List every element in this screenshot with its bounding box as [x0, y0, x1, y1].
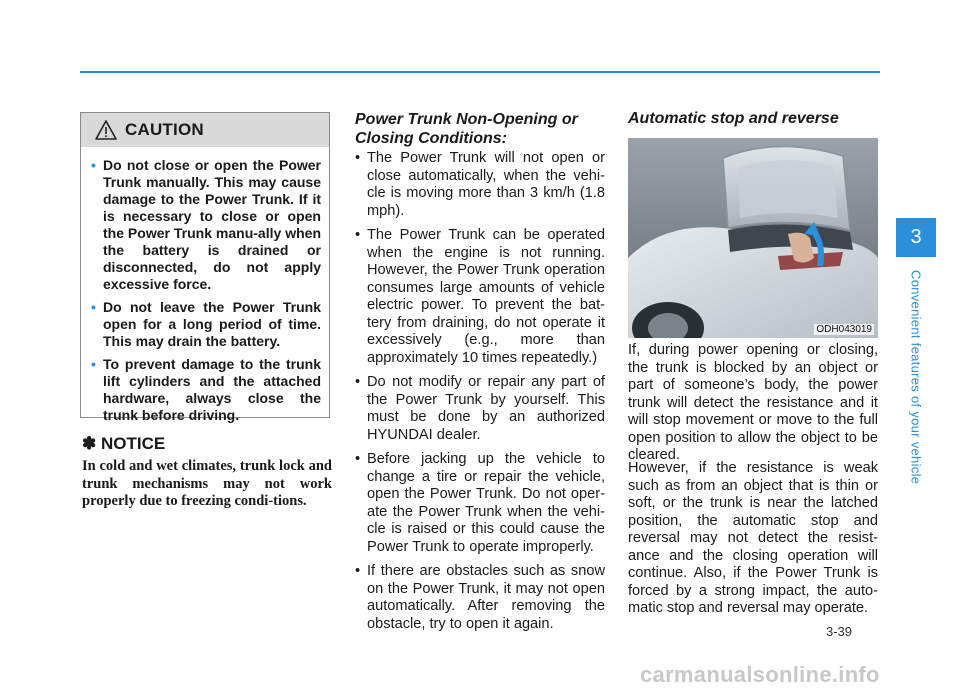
list-item: • If there are obstacles such as snow on the Power Trunk, it may not open automatically. After removing the obstacle, try to open it again.: [355, 563, 605, 632]
warning-triangle-icon: [95, 120, 117, 140]
notice-title: ✽ NOTICE: [82, 434, 166, 453]
chapter-tab: 3: [896, 218, 936, 257]
auto-stop-heading: Automatic stop and reverse: [628, 110, 839, 127]
page-number: 3-39: [826, 624, 853, 639]
list-item: • Before jacking up the vehicle to change a tire or repair the vehicle, open the Power Trunk. Do not oper-ate the Power Trunk when the vehi-cle is raised or this could cause the Power Trunk to operate improperly.: [355, 451, 605, 555]
bullet-icon: •: [355, 374, 361, 390]
non-opening-heading: Power Trunk Non-Opening or Closing Conditions:: [355, 111, 578, 147]
caution-title: CAUTION: [125, 120, 204, 139]
auto-stop-paragraph: If, during power opening or closing, the trunk is blocked by an object or part of someone’s body, the power trunk will detect the resistance and it will stop movement or move to the full open position to allow the object to be cleared.: [628, 342, 878, 463]
bullet-icon: •: [91, 356, 96, 372]
auto-stop-paragraph: However, if the resistance is weak such as from an object that is thin or soft, or the trunk is near the latched position, the automatic stop and reversal may not detect the resist-ance and the closing operation will continue. Also, if the Power Trunk is forced by a strong impact, the auto-matic stop and reversal may operate.: [628, 460, 878, 616]
list-item: • The Power Trunk can be operated when the engine is not running. However, the Power Trunk operation consumes large amounts of vehicle electric power. To prevent the bat-tery from draining, do not operate it excessively (e.g., more than approximately 10 times repeatedly.): [355, 227, 605, 366]
bullet-icon: •: [355, 563, 361, 579]
caution-box: [80, 112, 330, 423]
chapter-title: Convenient features of your vehicle: [908, 270, 924, 485]
header-rule: [80, 71, 880, 73]
caution-header: [81, 113, 329, 147]
bullet-icon: •: [91, 299, 96, 315]
list-item: • The Power Trunk will not open or close automatically, when the vehi-cle is moving more than 3 km/h (1.8 mph).: [355, 150, 605, 219]
notice-text: In cold and wet climates, trunk lock and trunk mechanisms may not work properly due to freezing condi-tions.: [82, 458, 332, 509]
bullet-icon: •: [355, 150, 361, 166]
watermark: carmanualsonline.info: [640, 662, 880, 687]
non-opening-list: [355, 150, 605, 640]
open-trunk-illustration: [628, 138, 878, 338]
caution-list: [81, 147, 329, 424]
caution-item: • To prevent damage to the trunk lift cylinders and the attached hardware, always close the trunk before driving.: [91, 356, 321, 423]
caution-item: • Do not leave the Power Trunk open for a long period of time. This may drain the battery.: [91, 299, 321, 349]
bullet-icon: •: [355, 451, 361, 467]
list-item: • Do not modify or repair any part of the Power Trunk by yourself. This must be done by an authorized HYUNDAI dealer.: [355, 374, 605, 443]
bullet-icon: •: [355, 227, 361, 243]
caution-item: • Do not close or open the Power Trunk manually. This may cause damage to the Power Trunk. If it is necessary to close or open the Power Trunk manu-ally when the battery is drained or disconnected, do not apply excessive force.: [91, 157, 321, 292]
trunk-photo: [628, 138, 878, 338]
bullet-icon: •: [91, 157, 96, 173]
image-code: ODH043019: [816, 324, 872, 335]
